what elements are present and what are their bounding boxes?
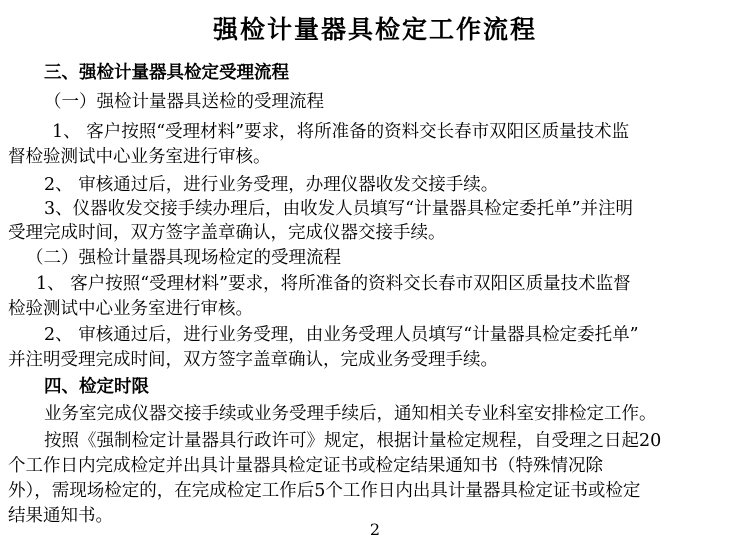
- sub1-item2-line1: 2、 审核通过后，进行业务受理，办理仪器收发交接手续。: [44, 175, 499, 195]
- subsection-2-heading: （二）强检计量器具现场检定的受理流程: [26, 248, 341, 268]
- sub1-item1-line1: 1、 客户按照“受理材料”要求，将所准备的资料交长春市双阳区质量技术监: [52, 122, 630, 142]
- sub1-item3-line2: 受理完成时间，双方签字盖章确认，完成仪器交接手续。: [8, 223, 446, 243]
- section-3-heading: 三、强检计量器具检定受理流程: [44, 63, 289, 83]
- sub1-item1-line2: 督检验测试中心业务室进行审核。: [8, 147, 271, 167]
- subsection-1-heading: （一）强检计量器具送检的受理流程: [44, 92, 324, 112]
- sub1-item3-line1: 3、仪器收发交接手续办理后，由收发人员填写“计量器具检定委托单”并注明: [44, 199, 634, 219]
- page-number: 2: [369, 520, 381, 539]
- document-title: 强检计量器具检定工作流程: [212, 15, 537, 44]
- section4-para2-line3: 外），需现场检定的，在完成检定工作后5个工作日内出具计量器具检定证书或检定: [8, 481, 641, 501]
- sub2-item1-line2: 检验测试中心业务室进行审核。: [8, 299, 253, 319]
- section4-para2-line4: 结果通知书。: [8, 506, 113, 526]
- section4-para2-line2: 个工作日内完成检定并出具计量器具检定证书或检定结果通知书（特殊情况除: [8, 456, 603, 476]
- section4-para2-line1: 按照《强制检定计量器具行政许可》规定，根据计量检定规程，自受理之日起20: [44, 431, 662, 451]
- section4-para1-line1: 业务室完成仪器交接手续或业务受理手续后，通知相关专业科室安排检定工作。: [44, 404, 657, 424]
- sub2-item1-line1: 1、 客户按照“受理材料”要求，将所准备的资料交长春市双阳区质量技术监督: [36, 274, 631, 294]
- sub2-item2-line1: 2、 审核通过后，进行业务受理，由业务受理人员填写“计量器具检定委托单”: [44, 325, 639, 345]
- sub2-item2-line2: 并注明受理完成时间，双方签字盖章确认，完成业务受理手续。: [8, 350, 498, 370]
- section-4-heading: 四、检定时限: [44, 377, 149, 397]
